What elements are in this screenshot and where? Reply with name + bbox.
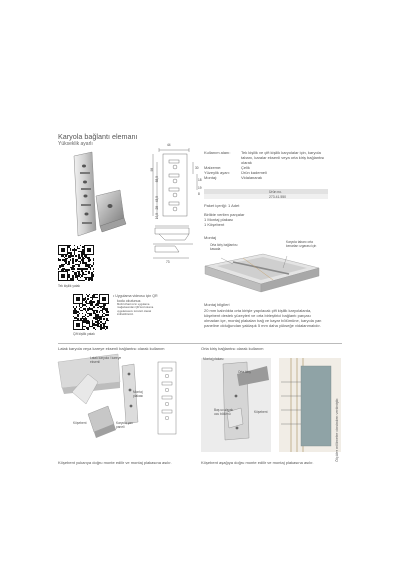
dim-right-4: 8 [198,192,200,196]
notes-heading: Montaj bilgileri [204,302,230,307]
qr-small-line: uygulamasını ücretsiz olarak [117,309,152,313]
info-finish-label: Yüzeylik ayarı: [204,170,231,175]
dim-left-height-4: 28 [155,206,159,210]
info-material-label: Malzeme: [204,165,222,170]
qr-bullet-line: kodu okutunuz. [117,298,142,303]
info-material-value: Çelik [241,165,250,170]
order-table-row [204,194,328,199]
qr-code-single-bed[interactable] [58,245,94,281]
notes-line: 20 mm kalınlıkta orta kirişle yapılacak çift kişilik karyolalarda, [204,308,312,313]
info-usage-label: Kullanım alanı: [204,150,231,155]
bottom-right-label: Orta kiriş [238,370,251,374]
info-finish-value: Ürün kademeli [241,170,267,175]
bottom-left-label: Montaj plakası [133,390,144,398]
technical-drawing [145,148,203,260]
dim-bottom-width: 73 [166,260,170,264]
notes-line: köşebent destek yüzeyleri ve orta birleştirici bağlantı parçası [204,313,311,318]
included-item: 1 Köşebent [204,222,225,227]
qr-bullet-line: • Uygulama videosu için QR [113,294,158,298]
dim-left-height-5: 16,5 [155,213,159,220]
included-heading: Birlikte verilen parçalar [204,212,245,217]
qr-small-line: indirebilirsiniz. [117,313,134,317]
mounting-heading: Montaj [204,235,217,240]
bottom-right-illustration [201,352,341,452]
side-note: Ölçüler millimetre cinsinden verilmiştir. [335,397,339,462]
dim-top-width: 44 [167,143,171,147]
bottom-left-illustration [58,352,198,452]
page-subtitle: Yükseklik ayarlı [58,141,93,147]
notes-line: paneline olduğundan yaklaşık 5 mm daha yükseğe vidalanmalıdır. [204,323,321,328]
notes-line: olmadan içe, montaj plakaları bağ ve kayar bölümüne, karyola yan [204,318,322,323]
order-table [204,189,328,199]
qr-label-double: Çift kişilik yatak [73,332,95,336]
bottom-right-label: Köşebent [254,410,268,414]
dim-left-height-3: 43,5 [155,196,159,203]
product-photo [60,152,130,238]
info-usage [204,150,326,165]
bottom-left-label: Karyola yan paneli [116,421,133,429]
bottom-right-caption: Köşebent aşağıya doğru monte edilir ve montaj plakasına asılır. [201,460,314,465]
mounting-label-right: Karyola tabanı orta kenarları ızgarası için [286,240,317,248]
dim-right-1: 30 [195,166,199,170]
packaging: Paket içeriği: 1 Adet [204,203,240,208]
info-mounting-value: Vidalanarak [241,175,263,180]
bottom-left-caption: Köşebent yukarıya doğru monte edilir ve montaj plakasına asılır. [58,460,172,465]
bottom-right-label: Montaj plakası [203,357,224,361]
info-mounting-label: Montaj: [204,175,218,180]
dim-right-3: 19 [198,186,202,190]
bottom-left-heading: Latak karyola veya kareye eksenli bağlantısı olarak kullanım [58,346,165,351]
qr-instructions [113,294,173,316]
bottom-left-label: Latak karyola / kareye eksenli [90,356,122,364]
dim-right-2: 18 [198,178,202,182]
page-title: Karyola bağlantı elemanı [58,132,138,141]
bottom-right-label: Baş ucu/ayak ucu bölümü [214,408,234,416]
dim-left-height-2: 83,5 [155,176,159,183]
notes-text [204,308,330,328]
mounting-label-left: Orta kiriş bağlantısı kasada [210,243,238,251]
section-divider [58,343,342,344]
included-item: 1 Montaj plakası [204,217,234,222]
info-mounting [204,175,326,180]
info-usage-value: Tek kişilik ve çift kişilik karyolalar için, karyola tabanı, karalar eksenli veya orta kiriş bağlantısı olarak [241,150,325,165]
bottom-right-heading: Orta kiriş bağlantısı olarak kullanım [201,346,264,351]
bed-frame-illustration [203,248,321,298]
qr-small-line: Mobil cihazınızın uygulama [117,303,150,307]
qr-label-single: Tek kişilik yatak [58,284,80,288]
product-info [204,150,326,180]
dim-left-height-1: 98 [150,168,154,172]
order-table-header: Ürün no. [269,189,283,194]
qr-small-line: mağazasından QR kod okuma [117,306,154,310]
order-table-value: 273.41.550 [269,194,286,199]
qr-code-double-bed[interactable] [73,294,109,330]
bottom-left-label: Köşebent [73,421,87,425]
